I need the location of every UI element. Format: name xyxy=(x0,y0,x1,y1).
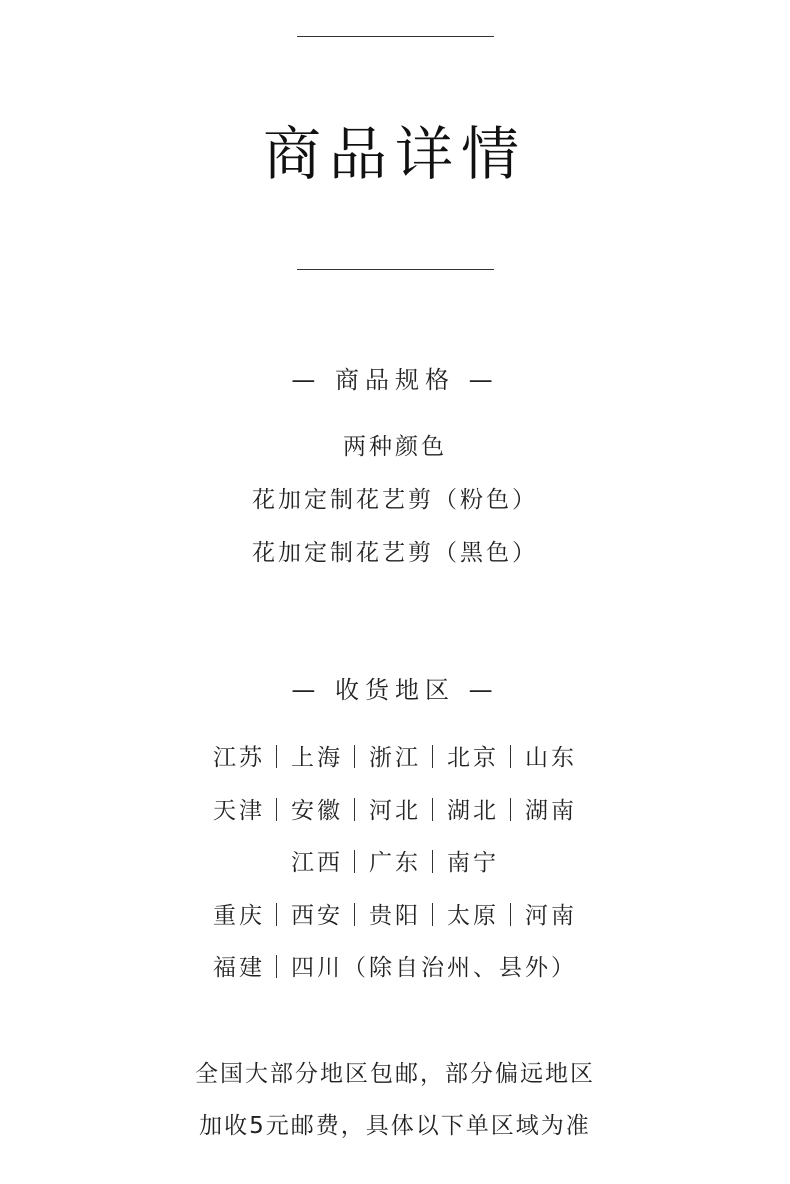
region-section-heading: — 收货地区 — xyxy=(291,676,499,704)
spec-section-heading: — 商品规格 — xyxy=(291,366,499,394)
region-line: 江苏｜上海｜浙江｜北京｜山东 xyxy=(213,745,577,771)
region-line: 福建｜四川（除自治州、县外） xyxy=(213,955,577,981)
shipping-notice xyxy=(0,1057,790,1161)
spec-list xyxy=(0,430,790,589)
region-line: 江西｜广东｜南宁 xyxy=(291,850,499,876)
spec-line: 花加定制花艺剪（黑色） xyxy=(252,540,538,566)
title-bottom-divider xyxy=(297,269,494,270)
spec-line: 花加定制花艺剪（粉色） xyxy=(252,487,538,513)
region-line: 重庆｜西安｜贵阳｜太原｜河南 xyxy=(213,902,577,929)
region-line: 天津｜安徽｜河北｜湖北｜湖南 xyxy=(213,797,577,824)
page-title: 商品详情 xyxy=(262,120,527,188)
notice-line: 全国大部分地区包邮，部分偏远地区 xyxy=(195,1061,595,1087)
spec-line: 两种颜色 xyxy=(343,434,447,460)
notice-line: 加收5元邮费，具体以下单区域为准 xyxy=(199,1113,591,1139)
title-top-divider xyxy=(297,36,494,37)
region-list xyxy=(0,741,790,1004)
